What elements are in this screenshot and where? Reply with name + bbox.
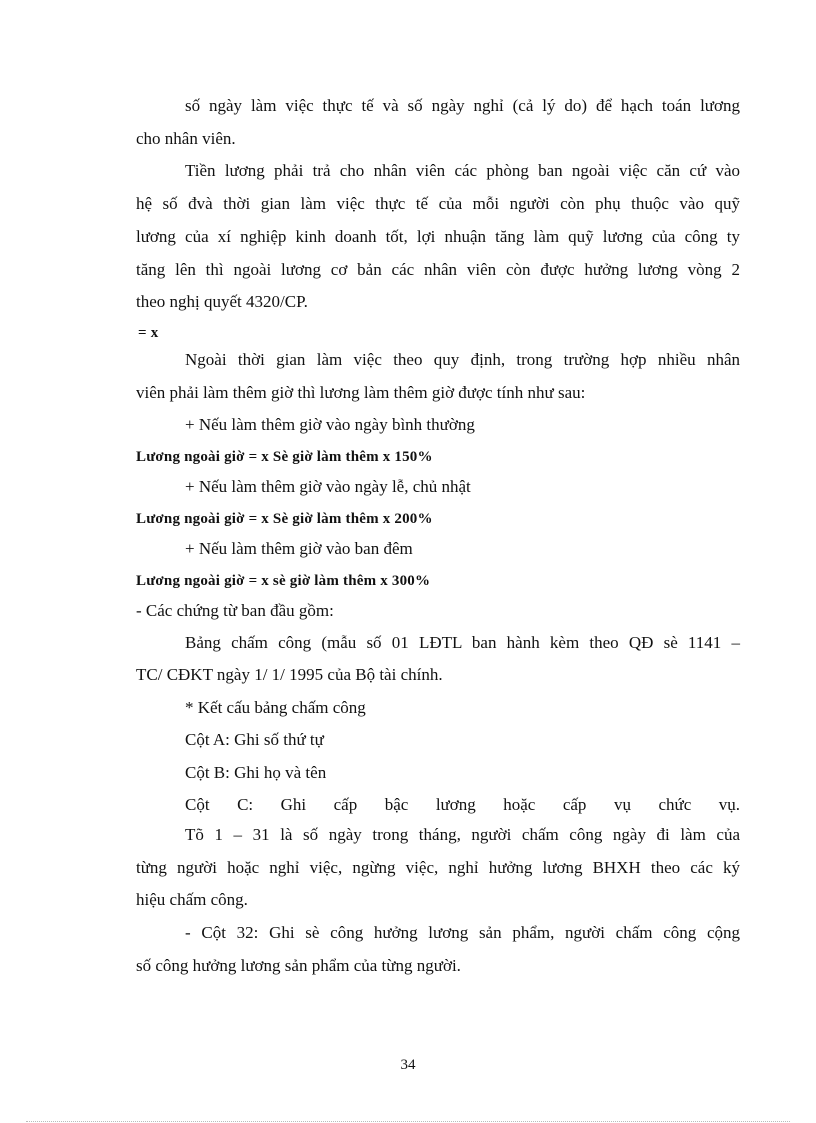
text-line: số công hưởng lương sản phẩm của từng người.: [136, 956, 461, 975]
text-line: Tiền lương phải trả cho nhân viên các phòng ban ngoài việc căn cứ vào: [185, 161, 740, 180]
formula-line: Lương ngoài giờ = x Sè giờ làm thêm x 150%: [136, 449, 433, 465]
formula-line: Lương ngoài giờ = x Sè giờ làm thêm x 200%: [136, 511, 433, 527]
text-line: theo nghị quyết 4320/CP.: [136, 292, 308, 311]
text-line: hệ số đvà thời gian làm việc thực tế của mỗi người còn phụ thuộc vào quỹ: [136, 194, 740, 213]
text-line: Bảng chấm công (mẫu số 01 LĐTL ban hành kèm theo QĐ sè 1141 –: [185, 633, 740, 652]
formula-line: = x: [138, 325, 159, 341]
text-line: + Nếu làm thêm giờ vào ngày lễ, chủ nhật: [185, 477, 471, 496]
text-line: - Các chứng từ ban đầu gồm:: [136, 601, 334, 620]
text-line: Cột C: Ghi cấp bậc lương hoặc cấp vụ chức vụ.: [185, 795, 740, 814]
text-line: TC/ CĐKT ngày 1/ 1/ 1995 của Bộ tài chính.: [136, 665, 443, 684]
text-line: tăng lên thì ngoài lương cơ bản các nhân viên còn được hưởng lương vòng 2: [136, 260, 740, 279]
text-line: viên phải làm thêm giờ thì lương làm thêm giờ được tính như sau:: [136, 383, 586, 402]
text-line: - Cột 32: Ghi sè công hưởng lương sản phẩm, người chấm công cộng: [185, 923, 740, 942]
text-line: * Kết cấu bảng chấm công: [185, 698, 366, 717]
text-line: số ngày làm việc thực tế và số ngày nghỉ (cả lý do) để hạch toán lương: [185, 96, 740, 115]
page-edge-divider: [26, 1121, 790, 1122]
text-line: lương của xí nghiệp kinh doanh tốt, lợi nhuận tăng làm quỹ lương của công ty: [136, 227, 740, 246]
text-line: Tõ 1 – 31 là số ngày trong tháng, người chấm công ngày đi làm của: [185, 825, 740, 844]
text-line: + Nếu làm thêm giờ vào ban đêm: [185, 539, 413, 558]
text-line: Cột A: Ghi số thứ tự: [185, 730, 324, 749]
text-line: Ngoài thời gian làm việc theo quy định, trong trường hợp nhiều nhân: [185, 350, 740, 369]
formula-line: Lương ngoài giờ = x sè giờ làm thêm x 300%: [136, 573, 431, 589]
text-line: Cột B: Ghi họ và tên: [185, 763, 327, 782]
text-line: cho nhân viên.: [136, 129, 236, 148]
page-number: 34: [400, 1057, 416, 1073]
text-line: hiệu chấm công.: [136, 890, 248, 909]
text-line: từng người hoặc nghỉ việc, ngừng việc, nghỉ hưởng lương BHXH theo các ký: [136, 858, 740, 877]
text-line: + Nếu làm thêm giờ vào ngày bình thường: [185, 415, 475, 434]
